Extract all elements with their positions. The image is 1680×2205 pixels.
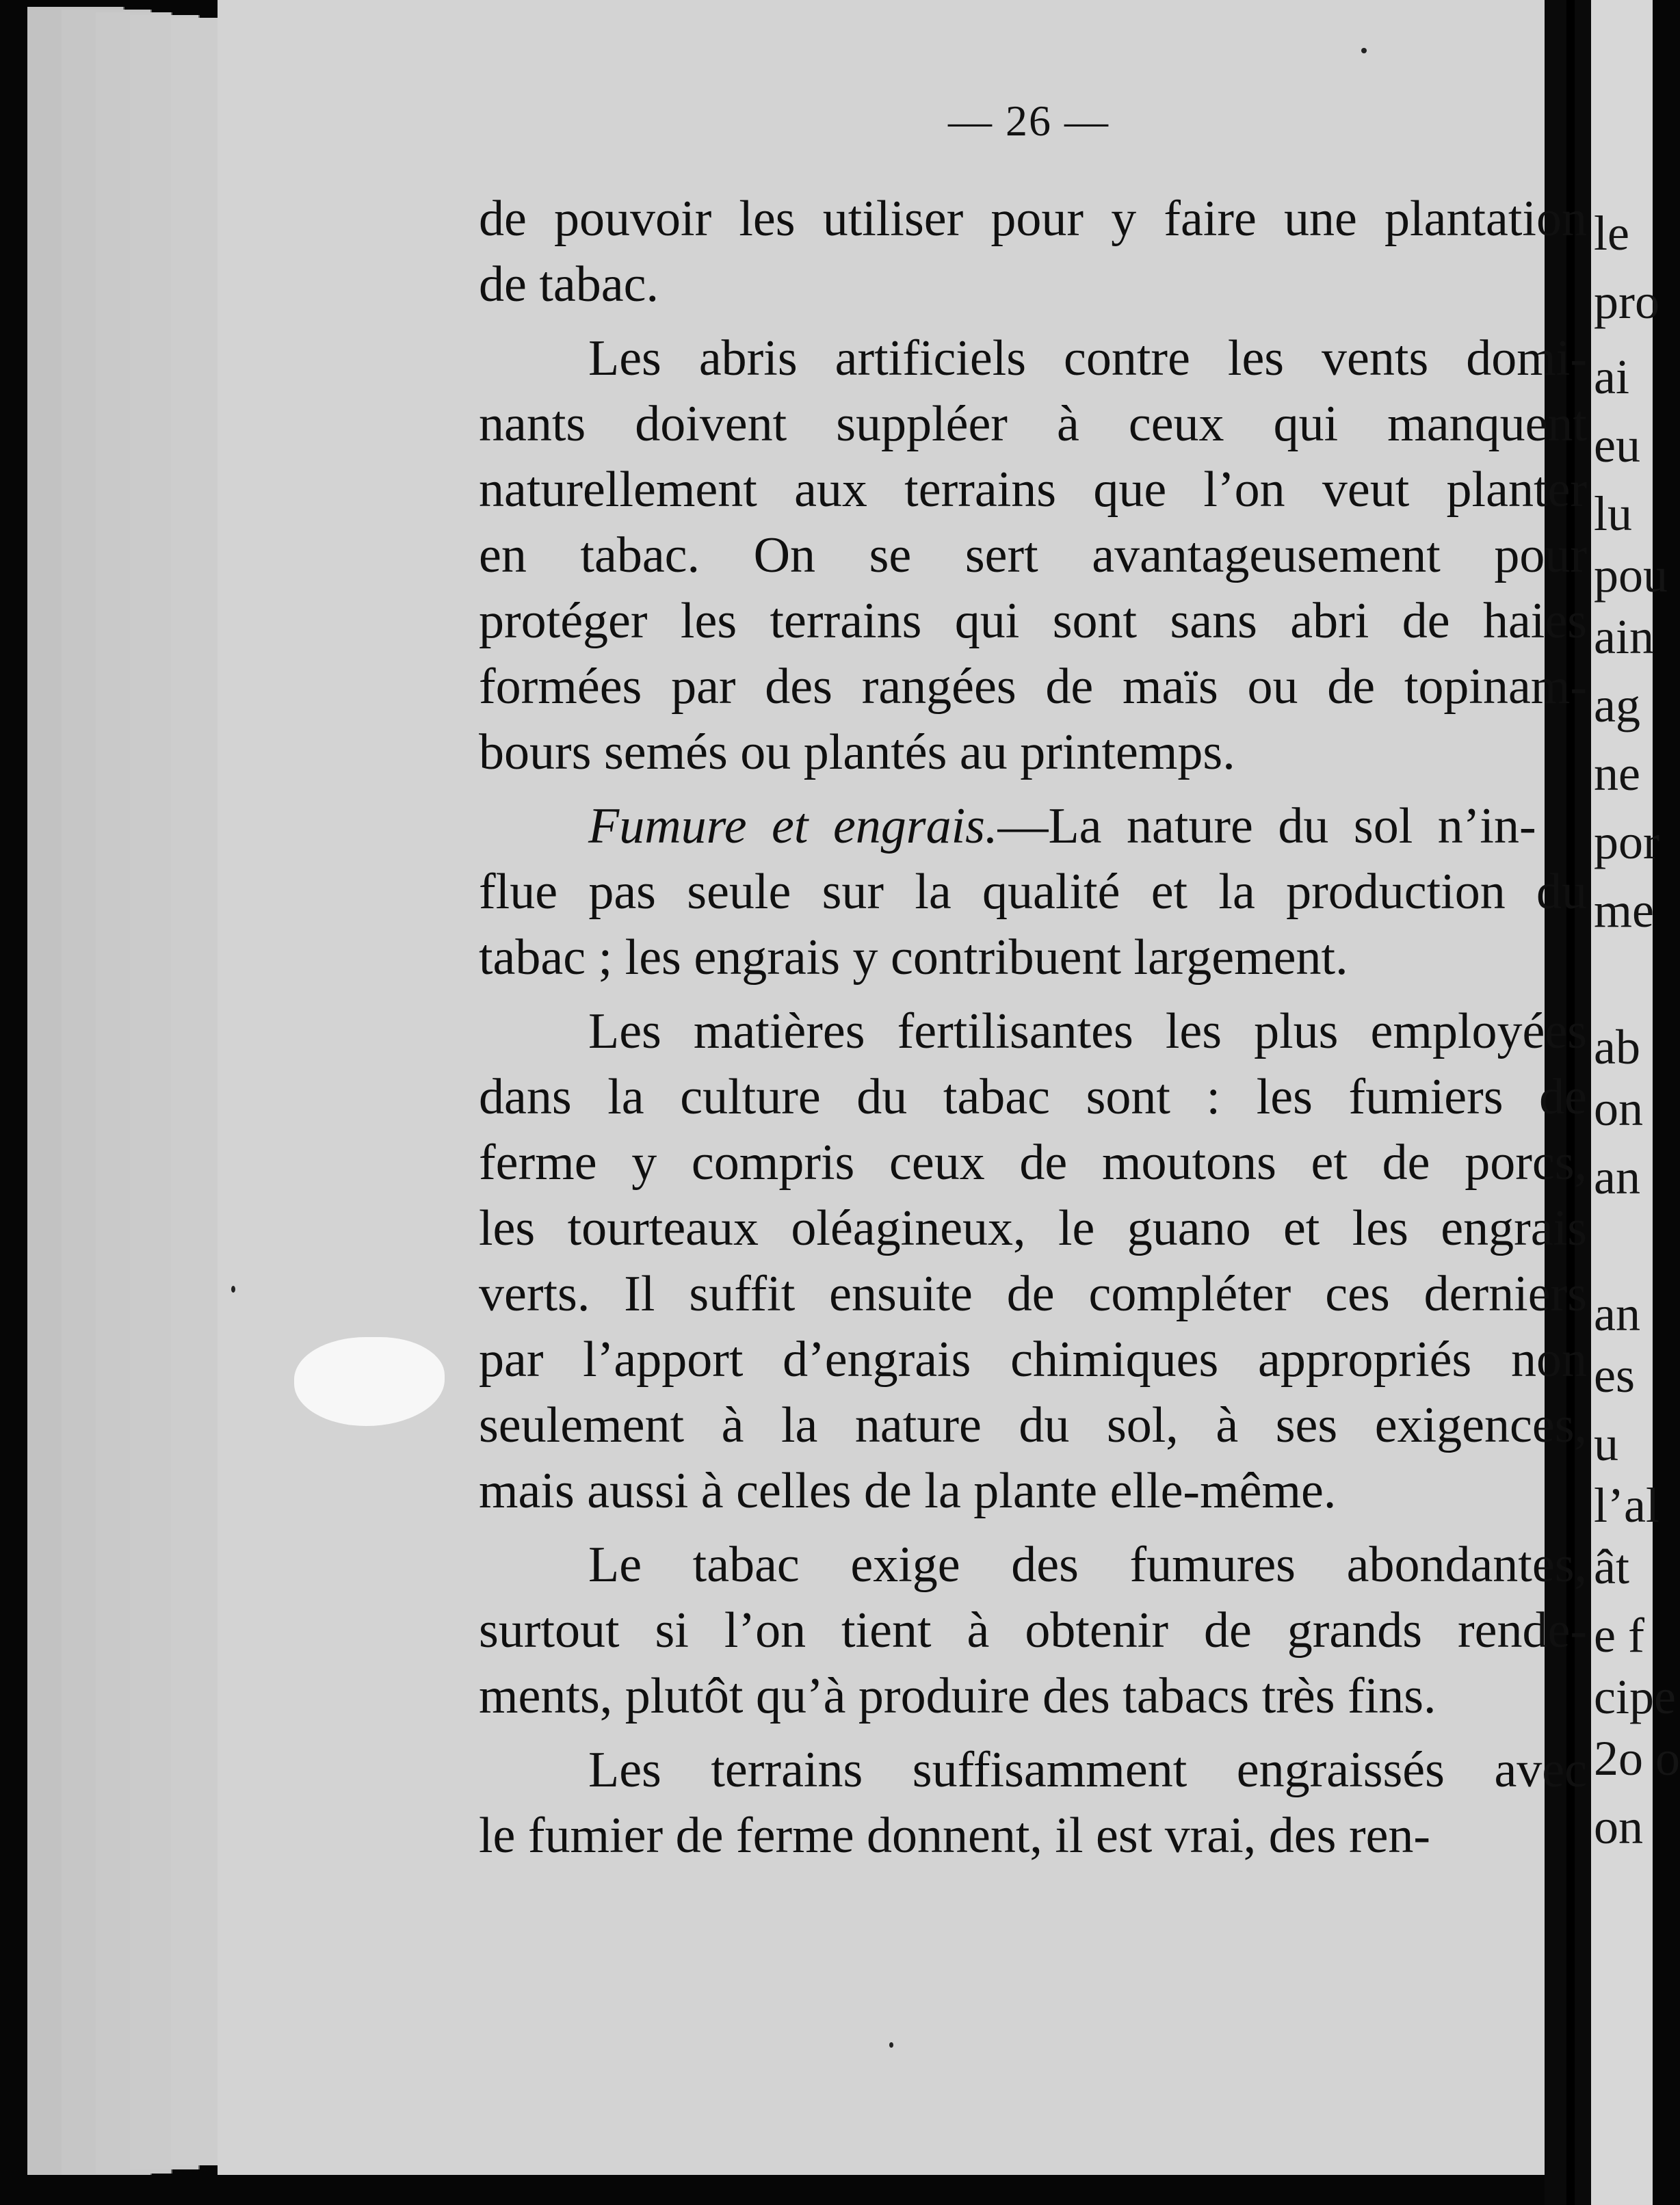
line-text: de tabac. [479, 256, 659, 313]
next-page-fragment: pou [1594, 548, 1668, 603]
line-text: naturellement aux terrains que l’on veut planter [479, 462, 1587, 518]
next-page-fragment: u [1594, 1416, 1618, 1471]
page-number: — 26 — [948, 96, 1110, 145]
text-line [479, 521, 1587, 590]
next-page-sliver [1591, 0, 1680, 2205]
text-line [588, 1736, 1587, 1804]
next-page-fragment: on [1594, 1799, 1643, 1854]
next-page-fragment: lu [1594, 486, 1633, 541]
next-page-fragment: ai [1594, 349, 1629, 404]
text-line [479, 858, 1587, 926]
text-line [479, 1801, 1587, 1870]
line-text: verts. Il suffit ensuite de compléter ces derniers [479, 1266, 1587, 1322]
paper-speck [231, 1286, 235, 1293]
text-line [588, 324, 1587, 393]
line-text: —La nature du sol n’in- [997, 798, 1536, 854]
text-line [588, 792, 1587, 860]
text-line [479, 718, 1587, 787]
paper-speck [1361, 48, 1367, 53]
line-text: mais aussi à celles de la plante elle-même. [479, 1463, 1337, 1519]
next-page-fragment: cipe [1594, 1669, 1676, 1724]
next-page-fragment: por [1594, 815, 1659, 869]
line-text: nants doivent suppléer à ceux qui manquent [479, 396, 1587, 452]
next-page-fragment: 2o o [1594, 1731, 1680, 1786]
text-line [479, 1194, 1587, 1263]
line-text: en tabac. On se sert avantageusement pour [479, 527, 1587, 583]
line-text: Les terrains suffisamment engraissés avec [588, 1742, 1587, 1798]
line-text: le fumier de ferme donnent, il est vrai, des ren- [479, 1808, 1431, 1864]
next-page-fragment: an [1594, 1286, 1640, 1341]
line-text: par l’apport d’engrais chimiques appropriés non [479, 1332, 1587, 1388]
text-line [479, 1260, 1587, 1328]
line-text: formées par des rangées de maïs ou de topinam- [479, 659, 1587, 715]
text-line [479, 1128, 1587, 1197]
next-page-fragment: eu [1594, 418, 1640, 473]
text-line [479, 1457, 1587, 1525]
text-line [479, 1391, 1587, 1460]
text-line [588, 997, 1587, 1066]
line-text: ments, plutôt qu’à produire des tabacs très fins. [479, 1668, 1436, 1724]
line-text: ferme y compris ceux de moutons et de porcs, [479, 1135, 1587, 1191]
text-line [479, 1662, 1587, 1730]
line-text: flue pas seule sur la qualité et la production du [479, 864, 1587, 920]
next-page-fragment: an [1594, 1150, 1640, 1204]
next-page-fragment: ne [1594, 746, 1640, 801]
line-text: protéger les terrains qui sont sans abri de haies [479, 593, 1587, 649]
text-line [479, 1325, 1587, 1394]
line-text: de pouvoir les utiliser pour y faire une plantation [479, 191, 1587, 247]
text-line [479, 1063, 1587, 1131]
text-line [479, 455, 1587, 524]
line-text: Les abris artificiels contre les vents domi- [588, 330, 1587, 386]
next-page-fragment: e f [1594, 1608, 1644, 1663]
line-text: Les matières fertilisantes les plus employées [588, 1003, 1587, 1059]
line-text: bours semés ou plantés au printemps. [479, 724, 1235, 780]
next-page-fragment: es [1594, 1348, 1635, 1403]
next-page-fragment: me [1594, 883, 1654, 938]
text-line [479, 1596, 1587, 1665]
next-page-fragment: ab [1594, 1020, 1640, 1074]
text-line [479, 390, 1587, 458]
text-line [479, 250, 1587, 319]
next-page-fragment: on [1594, 1081, 1643, 1136]
next-page-fragment: ain [1594, 609, 1654, 664]
next-page-fragment: ag [1594, 678, 1640, 732]
text-line [479, 652, 1587, 721]
line-text: dans la culture du tabac sont : les fumiers de [479, 1069, 1587, 1125]
next-page-fragment: pro [1594, 274, 1659, 329]
line-text: seulement à la nature du sol, à ses exigences, [479, 1397, 1587, 1453]
line-text: tabac ; les engrais y contribuent largement. [479, 929, 1348, 986]
text-line [479, 185, 1587, 253]
next-page-fragment: le [1594, 206, 1629, 261]
section-heading: Fumure et engrais. [588, 798, 998, 854]
line-text: Le tabac exige des fumures abondantes, [588, 1537, 1587, 1593]
text-line [479, 923, 1587, 992]
line-text: les tourteaux oléagineux, le guano et les engrais [479, 1200, 1587, 1256]
text-line [588, 1531, 1587, 1599]
line-text: surtout si l’on tient à obtenir de grands rende- [479, 1602, 1587, 1659]
next-page-fragment: ât [1594, 1540, 1629, 1594]
paper-speck [889, 2042, 893, 2048]
text-line [479, 587, 1587, 655]
next-page-fragment: l’al [1594, 1478, 1659, 1533]
